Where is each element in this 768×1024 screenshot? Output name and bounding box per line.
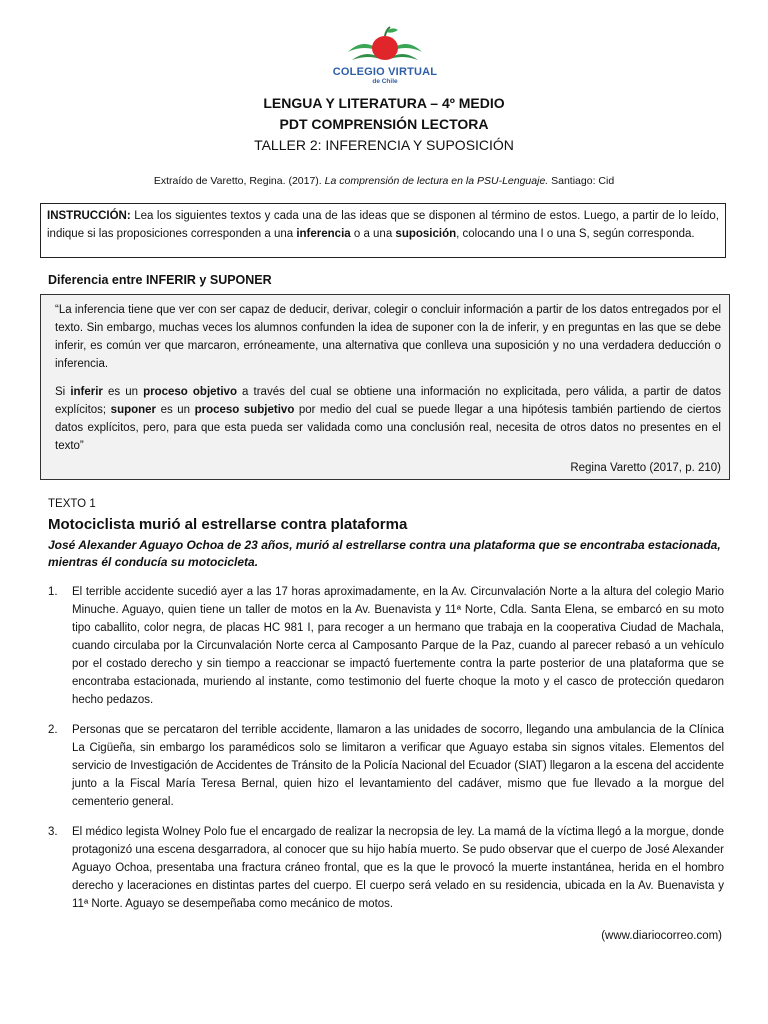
quote-paragraph-2: [55, 383, 721, 455]
workshop-title: TALLER 2: INFERENCIA Y SUPOSICIÓN: [254, 137, 514, 153]
quote-paragraph-1: “La inferencia tiene que ver con ser capaz de deducir, derivar, colegir o concluir información a partir de los datos entregados por el texto. Sin embargo, muchas veces los alumnos confunden la idea de suponer con la de inferir, y en preguntas en las que se debe inferir, es común ver que marcaron, erróneamente, una alternativa que conlleva una suposición y no una verdadera deducción o inferencia.: [55, 304, 721, 370]
article-lead: José Alexander Aguayo Ochoa de 23 años, murió al estrellarse contra una plataforma que se encontraba estacionada, mientras él conducía su motocicleta.: [48, 538, 721, 569]
article-paragraph-3: [48, 823, 724, 913]
quote-proceso-objetivo: proceso objetivo: [143, 386, 237, 398]
quote-author: Regina Varetto (2017, p. 210): [570, 462, 721, 474]
logo-sub-text: de Chile: [372, 78, 398, 85]
paragraph-text: El médico legista Wolney Polo fue el encargado de realizar la necropsia de ley. La mamá de la víctima llegó a la morgue, donde protagonizó una escena desgarradora, al conocer que su hijo había muerto. Se pudo observar que el cuerpo de José Alexander Aguayo Ochoa, presentaba una fractura cráneo frontal, que es la que le provocó la muerte instantánea, herida en el hombro derecho y laceraciones en distintas partes del cuerpo. El cuerpo será velado en su residencia, ubicada en la Av. Buenavista y 11ª Norte. Aguayo se desempeñaba como mecánico de motos.: [72, 826, 724, 910]
quote-p2-e: por medio del cual se puede llegar a una hipótesis también partiendo de ciertos datos explícitos, pero, para que esta pueda ser validada como una conclusión real, necesita de otros datos no presentes en el texto”: [55, 404, 721, 452]
instruction-text-a: Lea los siguientes textos y cada una de las ideas que se disponen al término de estos. Luego, a partir de lo leído, indique si las proposiciones corresponden a una: [47, 210, 719, 240]
source-book: La comprensión de lectura en la PSU-Lenguaje.: [324, 175, 549, 187]
source-suffix: Santiago: Cid: [548, 175, 615, 187]
instruction-label: INSTRUCCIÓN:: [47, 210, 131, 222]
instruction-inferencia: inferencia: [296, 228, 351, 240]
paragraph-text: El terrible accidente sucedió ayer a las 17 horas aproximadamente, en la Av. Circunvalación Norte a la altura del colegio Mario Minuche. Aguayo, quien tiene un taller de motos en la Av. Buenavista y 11ª Norte, Cdla. Santa Elena, se embarcó en su moto tipo caballito, color negra, de placas HC 981 I, para recoger a un hermano que trabaja en la cooperativa Ciudad de Machala, cuando circulaba por la Circunvalación Norte cerca al Camposanto Parque de la Paz, cuando al parecer rebasó a un vehículo por el costado derecho y sin tiempo a reaccionar se impactó fuertemente contra la parte posterior de una plataforma que se encontraba estacionada, muriendo al instante, como testimonio del fuerte choque la moto y el casco de protección quedaron hecho pedazos.: [72, 586, 724, 706]
source-prefix: Extraído de Varetto, Regina. (2017).: [153, 175, 325, 187]
article-paragraph-2: [48, 721, 724, 811]
instruction-text-b: o a una: [350, 228, 396, 240]
texto-label: TEXTO 1: [48, 498, 96, 510]
quote-p2-a: Si: [55, 386, 71, 398]
test-title: PDT COMPRENSIÓN LECTORA: [279, 116, 489, 132]
quote-inferir: inferir: [70, 386, 103, 398]
quote-p2-c: a través del cual se obtiene una información no explicitada, pero válida, a partir de datos explícitos;: [55, 386, 721, 416]
quote-proceso-subjetivo: proceso subjetivo: [194, 404, 295, 416]
logo-main-text: COLEGIO VIRTUAL: [332, 66, 438, 78]
quote-suponer: suponer: [110, 404, 157, 416]
logo-wordmark: [318, 66, 452, 86]
source-citation: [0, 175, 768, 187]
article-credit-link[interactable]: (www.diariocorreo.com): [601, 930, 722, 942]
quote-box: [40, 294, 730, 480]
article-title: Motociclista murió al estrellarse contra plataforma: [48, 516, 408, 533]
paragraph-text: Personas que se percataron del terrible accidente, llamaron a las unidades de socorro, llegando una ambulancia de la Clínica La Cigüeña, sin embargo los paramédicos solo se limitaron a verificar que Aguayo estaba sin signos vitales. Elementos del servicio de Investigación de Accidentes de Tránsito de la Policía Nacional del Ecuador (SIAT) llegaron a la escena del accidente junto a la Fiscal María Teresa Bernal, quien hizo el levantamiento del cadáver, mismo que fue llevado a la morgue del cementerio general.: [72, 724, 724, 808]
instruction-text-c: , colocando una I o una S, según corresponda.: [456, 228, 695, 240]
section-subheading: Diferencia entre INFERIR y SUPONER: [48, 273, 272, 287]
quote-p2-d: es un: [156, 404, 195, 416]
paragraph-number: 3.: [48, 826, 58, 838]
paragraph-number: 2.: [48, 724, 58, 736]
quote-p2-b: es un: [102, 386, 144, 398]
course-title: LENGUA Y LITERATURA – 4º MEDIO: [263, 95, 505, 111]
article-paragraph-1: [48, 583, 724, 709]
instruction-suposicion: suposición: [395, 228, 457, 240]
instruction-box: [40, 203, 726, 258]
paragraph-number: 1.: [48, 586, 58, 598]
